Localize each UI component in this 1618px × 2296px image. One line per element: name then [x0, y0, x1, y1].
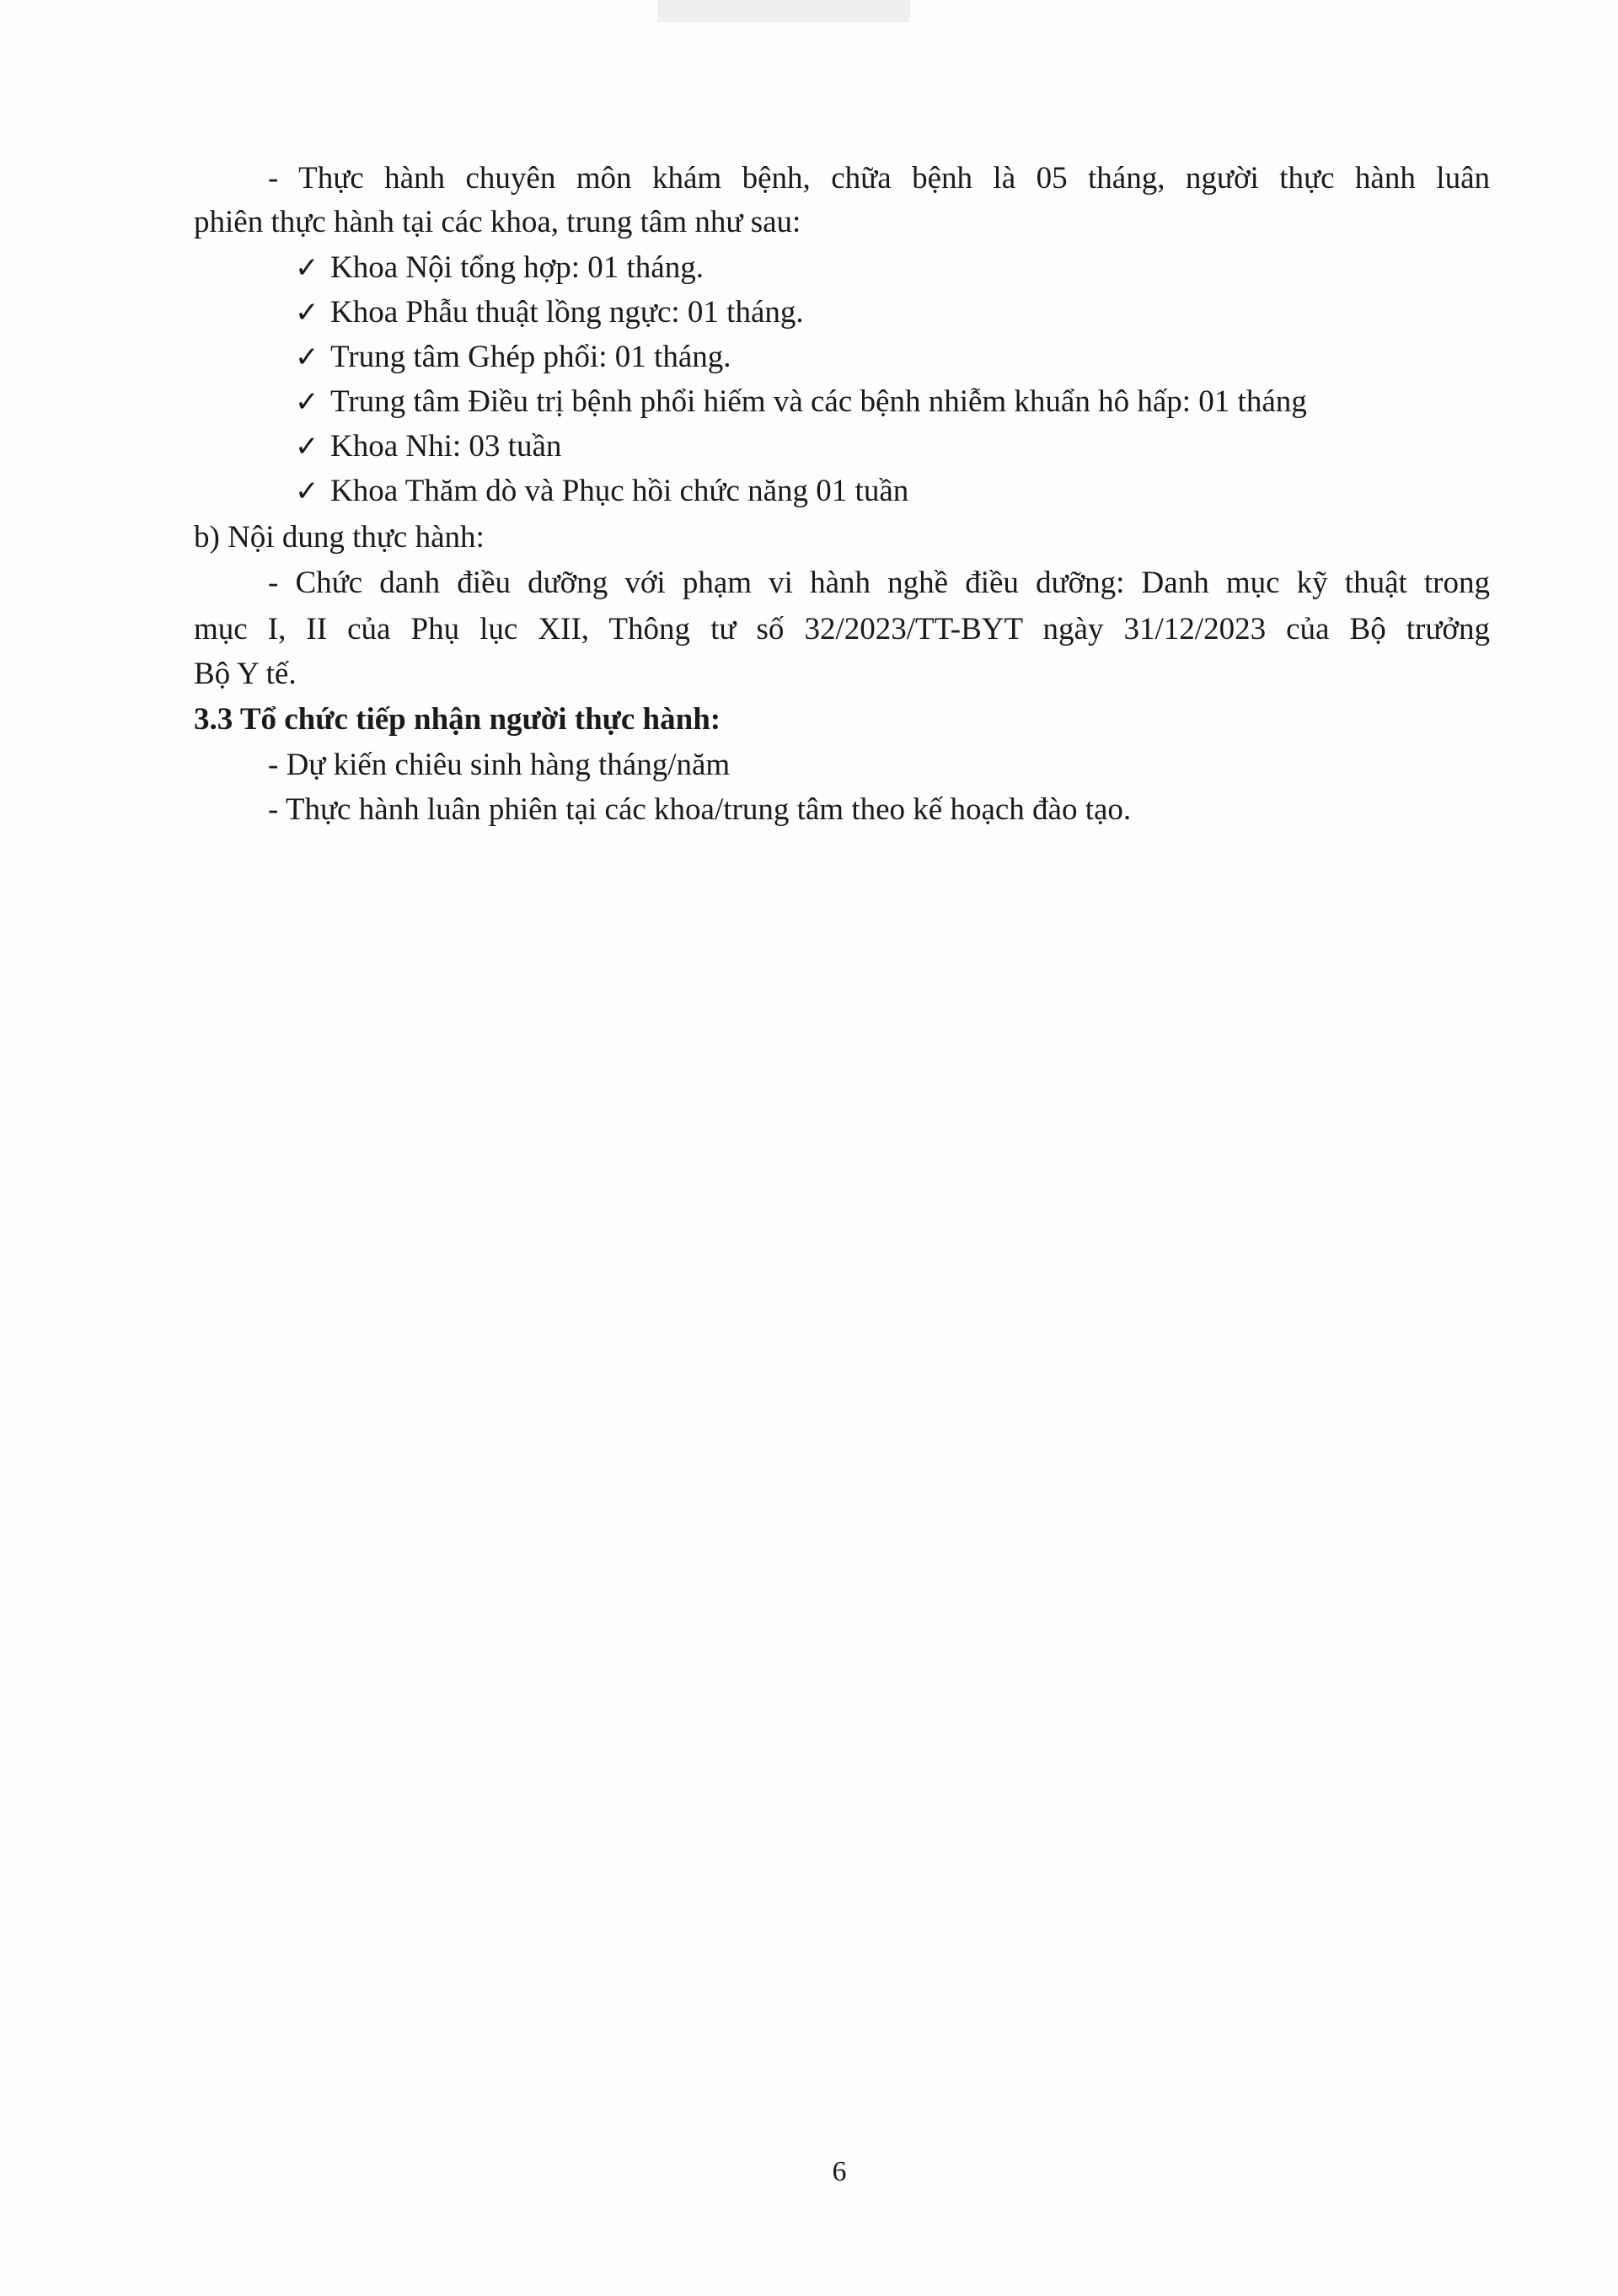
checkmark-icon: ✓: [295, 251, 319, 285]
list-item-text: Khoa Thăm dò và Phục hồi chức năng 01 tuần: [330, 474, 909, 508]
paragraph-line: phiên thực hành tại các khoa, trung tâm như sau:: [194, 205, 801, 239]
list-item-text: Khoa Nhi: 03 tuần: [330, 429, 562, 464]
list-item: [295, 425, 561, 469]
list-item: - Thực hành luân phiên tại các khoa/trung tâm theo kế hoạch đào tạo.: [268, 792, 1132, 827]
list-item: [295, 246, 704, 290]
list-item-text: Khoa Nội tổng hợp: 01 tháng.: [330, 250, 704, 285]
list-item-text: Trung tâm Ghép phổi: 01 tháng.: [330, 340, 731, 374]
section-heading: 3.3 Tổ chức tiếp nhận người thực hành:: [194, 702, 721, 737]
list-item: [295, 380, 1307, 424]
paragraph-line: mục I, II của Phụ lục XII, Thông tư số 32/2023/TT-BYT ngày 31/12/2023 của Bộ trưởng: [194, 612, 1490, 646]
list-item: [295, 291, 804, 335]
page-number: 6: [832, 2156, 847, 2187]
list-item: [295, 469, 908, 513]
paragraph-line: Bộ Y tế.: [194, 657, 297, 691]
paragraph-line: - Chức danh điều dưỡng với phạm vi hành nghề điều dưỡng: Danh mục kỹ thuật trong: [268, 566, 1490, 600]
checkmark-icon: ✓: [295, 430, 319, 464]
list-item-text: Khoa Phẫu thuật lồng ngực: 01 tháng.: [330, 295, 804, 330]
checkmark-icon: ✓: [295, 341, 319, 374]
section-heading: b) Nội dung thực hành:: [194, 520, 485, 555]
list-item-text: Trung tâm Điều trị bệnh phổi hiếm và các bệnh nhiễm khuẩn hô hấp: 01 tháng: [330, 384, 1307, 419]
paragraph-line: - Thực hành chuyên môn khám bệnh, chữa bệnh là 05 tháng, người thực hành luân: [268, 161, 1490, 196]
checkmark-icon: ✓: [295, 475, 319, 508]
list-item: - Dự kiến chiêu sinh hàng tháng/năm: [268, 748, 731, 782]
checkmark-icon: ✓: [295, 385, 319, 419]
scan-artifact-top: [657, 0, 910, 22]
list-item: [295, 335, 731, 379]
checkmark-icon: ✓: [295, 296, 319, 330]
